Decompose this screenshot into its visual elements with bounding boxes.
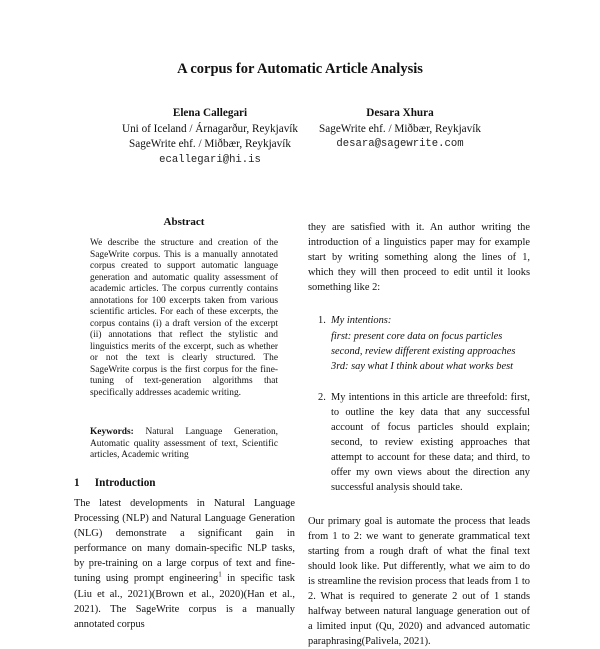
list-number: 1. [318,313,326,328]
example-line: My intentions: [331,313,530,328]
example-line: 3rd: say what I think about what works best [331,359,530,374]
footnote-marker[interactable]: 1 [218,571,222,579]
example-line: first: present core data on focus particles [331,329,530,344]
example-text: My intentions in this article are threefold: first, to outline the key data that any successful account of focus particles should explain; second, to review existing approaches that attempt to account for these data; and third, to offer my own views about the direction any successful analysis should take. [331,390,530,496]
example-line: second, review different existing approaches [331,344,530,359]
abstract-heading: Abstract [90,216,278,228]
author-name: Elena Callegari [80,106,340,122]
keywords [90,427,278,462]
author-email[interactable]: desara@sagewrite.com [300,137,500,153]
author-block-2 [300,106,500,153]
intro-text-b: in specific task (Liu et al., 2021)(Brown et al., 2020)(Han et al., 2021). The SageWrite corpus is a manually annotated corpus [74,573,295,629]
paper-title: A corpus for Automatic Article Analysis [0,61,600,78]
author-affiliation: Uni of Iceland / Árnagarður, Reykjavík [80,122,340,138]
right-column [308,220,530,649]
author-affiliation: SageWrite ehf. / Miðbær, Reykjavík [300,122,500,138]
section-heading-introduction [74,477,294,489]
example-list [308,313,530,495]
author-affiliation: SageWrite ehf. / Miðbær, Reykjavík [80,137,340,153]
list-item [308,313,530,373]
keywords-label: Keywords: [90,427,134,437]
abstract-text: We describe the structure and creation of the SageWrite corpus. This is a manually annotated corpus created to support automatic language generation and automatic quality assessment of academic articles. The corpus currently contains annotations for 100 excerpts taken from various scientific articles. For each of these excerpts, the corpus contains (i) a draft version of the excerpt (ii) annotations that reflect the stylistic and linguistics merits of the excerpt, such as whether or not the text is clearly structured. The SageWrite corpus is the first corpus for the fine-tuning of text-generation algorithms that specifically addresses academic writing. [90,238,278,399]
intro-text-a: The latest developments in Natural Language Processing (NLP) and Natural Language Generation (NLG) demonstrate a significant gain in performance on many domain-specific NLP tasks, by pre-training on a large corpus of text and fine-tuning using prompt engineering [74,498,295,584]
section-title: Introduction [95,477,156,489]
author-name: Desara Xhura [300,106,500,122]
introduction-paragraph [74,496,295,632]
list-number: 2. [318,390,326,405]
list-item [308,390,530,496]
paragraph: they are satisfied with it. An author writing the introduction of a linguistics paper may for example start by writing something along the lines of 1, which they will then proceed to edit until it looks something like 2: [308,220,530,295]
keywords-text: Natural Language Generation, Automatic quality assessment of text, Scientific articles, Academic writing [90,427,278,460]
paragraph: Our primary goal is automate the process that leads from 1 to 2: we want to generate grammatical text starting from a rough draft of what the final text should look like. Put differently, what we aim to do is streamline the revision process that leads from 1 to 2. What is required to generate 2 out of 1 stands halfway between natural language generation out of a limited input (Qu, 2020) and advanced automatic paraphrasing(Palivela, 2021). [308,514,530,649]
section-number: 1 [74,477,92,489]
author-email[interactable]: ecallegari@hi.is [80,153,340,169]
